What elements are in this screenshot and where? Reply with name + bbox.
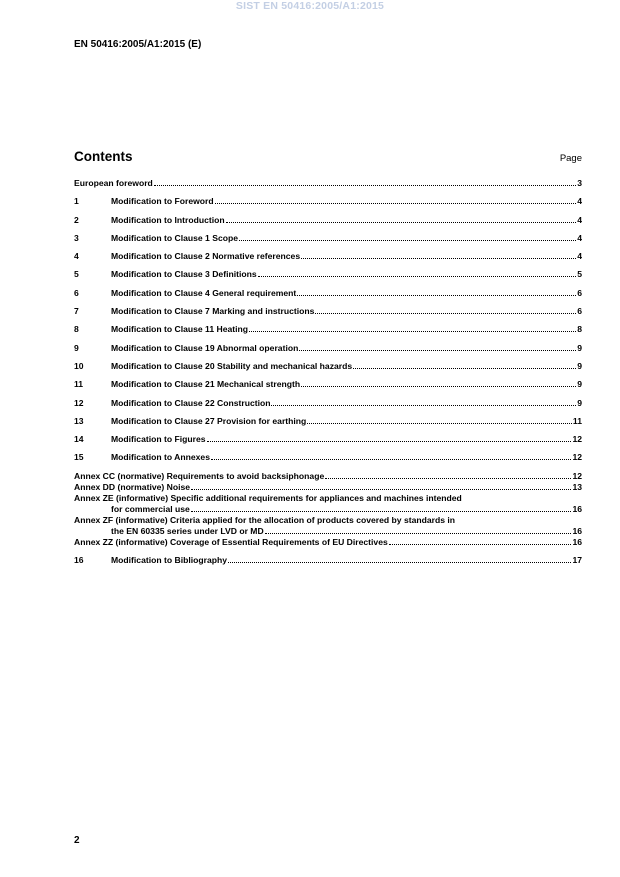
toc-entry-page: 12 xyxy=(572,470,582,481)
toc-entry-number: 9 xyxy=(74,342,79,353)
dot-leader xyxy=(191,489,571,490)
toc-entry-label: Modification to Clause 20 Stability and mechanical hazards xyxy=(111,360,353,371)
toc-entry-number: 6 xyxy=(74,287,79,298)
toc-entry-label: Modification to Clause 22 Construction xyxy=(111,397,271,408)
toc-entry-clause-13[interactable] xyxy=(74,416,582,427)
page-column-label: Page xyxy=(559,153,582,164)
toc-entry-number: 15 xyxy=(74,452,84,463)
dot-leader xyxy=(307,423,572,424)
toc-entry-number: 2 xyxy=(74,214,79,225)
toc-entry-page: 4 xyxy=(577,214,582,225)
toc-entry-page: 16 xyxy=(572,503,582,514)
toc-entry-page: 8 xyxy=(577,324,582,335)
toc-entry-page: 13 xyxy=(572,481,582,492)
dot-leader xyxy=(301,386,576,387)
dot-leader xyxy=(154,185,576,186)
toc-entry-label: Modification to Clause 4 General requirement xyxy=(111,287,297,298)
toc-entry-label: Modification to Clause 19 Abnormal operation xyxy=(111,342,299,353)
toc-entry-clause-4[interactable] xyxy=(74,251,582,262)
toc-entry-european-foreword[interactable] xyxy=(74,178,582,189)
toc-entry-number: 5 xyxy=(74,269,79,280)
toc-entry-number: 10 xyxy=(74,360,84,371)
toc-entry-label: Modification to Foreword xyxy=(111,196,214,207)
dot-leader xyxy=(239,240,576,241)
toc-entry-page: 11 xyxy=(572,415,582,426)
toc-entry-number: 16 xyxy=(74,555,84,566)
toc-entry-label: Annex ZE (informative) Specific additional requirements for appliances and machines intended xyxy=(74,492,462,503)
dot-leader xyxy=(228,562,571,563)
toc-entry-label: Modification to Clause 11 Heating xyxy=(111,324,249,335)
toc-entry-number: 4 xyxy=(74,251,79,262)
watermark: SIST EN 50416:2005/A1:2015 xyxy=(235,0,385,12)
toc-entry-page: 3 xyxy=(577,178,582,188)
toc-entry-number: 13 xyxy=(74,415,84,426)
toc-entry-number: 3 xyxy=(74,232,79,243)
toc-entry-clause-14[interactable] xyxy=(74,434,582,445)
toc-entry-number: 11 xyxy=(74,379,84,390)
toc-entry-page: 9 xyxy=(577,342,582,353)
dot-leader xyxy=(299,350,576,351)
toc-entry-label: Modification to Clause 21 Mechanical strength xyxy=(111,379,301,390)
toc-entry-clause-7[interactable] xyxy=(74,306,582,317)
dot-leader xyxy=(258,276,577,277)
dot-leader xyxy=(207,441,572,442)
toc-entry-number: 8 xyxy=(74,324,79,335)
toc-entry-page: 9 xyxy=(577,379,582,390)
toc-entry-label: Modification to Introduction xyxy=(111,214,225,225)
toc-entry-label: Annex ZF (informative) Criteria applied for the allocation of products covered by standards in xyxy=(74,514,456,525)
toc-entry-number: 7 xyxy=(74,306,79,317)
dot-leader xyxy=(325,478,571,479)
toc-entry-clause-16[interactable] xyxy=(74,555,582,566)
toc-entry-number: 12 xyxy=(74,397,84,408)
toc-entry-page: 9 xyxy=(577,397,582,408)
toc-entry-page: 4 xyxy=(577,251,582,262)
toc-entry-clause-3[interactable] xyxy=(74,233,582,244)
dot-leader xyxy=(315,313,576,314)
dot-leader xyxy=(249,331,576,332)
toc-entry-label: Annex ZZ (informative) Coverage of Essential Requirements of EU Directives xyxy=(74,536,388,547)
toc-entry-page: 4 xyxy=(577,196,582,207)
dot-leader xyxy=(353,368,576,369)
toc-entry-annex-zf[interactable] xyxy=(74,515,582,537)
toc-entry-annex-dd[interactable] xyxy=(74,482,582,493)
toc-entry-page: 4 xyxy=(577,232,582,243)
toc-entry-annex-ze[interactable] xyxy=(74,493,582,515)
contents-title: Contents xyxy=(74,149,133,164)
toc-entry-label: Annex DD (normative) Noise xyxy=(74,481,191,492)
dot-leader xyxy=(191,511,572,512)
toc-entry-clause-15[interactable] xyxy=(74,452,582,463)
toc-entry-clause-8[interactable] xyxy=(74,324,582,335)
document-id: EN 50416:2005/A1:2015 (E) xyxy=(74,39,202,50)
toc-entry-page: 6 xyxy=(577,287,582,298)
toc-entry-label: Annex CC (normative) Requirements to avoid backsiphonage xyxy=(74,470,325,481)
toc-entry-label: Modification to Bibliography xyxy=(111,555,228,566)
toc-entry-label: Modification to Clause 2 Normative references xyxy=(111,251,301,262)
toc-entry-page: 16 xyxy=(572,525,582,536)
toc-entry-page: 5 xyxy=(577,269,582,280)
toc-entry-label-continued: for commercial use xyxy=(111,503,190,514)
toc-entry-label: Modification to Annexes xyxy=(111,452,210,463)
toc-entry-number: 1 xyxy=(74,196,79,207)
toc-entry-clause-10[interactable] xyxy=(74,361,582,372)
toc-entry-clause-1[interactable] xyxy=(74,196,582,207)
toc-entry-clause-2[interactable] xyxy=(74,215,582,226)
dot-leader xyxy=(389,544,572,545)
toc-entry-label: European foreword xyxy=(74,178,153,188)
dot-leader xyxy=(215,203,577,204)
toc-entry-annex-zz[interactable] xyxy=(74,537,582,548)
toc-entry-label: Modification to Clause 27 Provision for earthing xyxy=(111,415,307,426)
toc-entry-page: 17 xyxy=(572,555,582,566)
toc-entry-clause-12[interactable] xyxy=(74,398,582,409)
toc-entry-clause-6[interactable] xyxy=(74,288,582,299)
dot-leader xyxy=(265,533,572,534)
dot-leader xyxy=(271,405,576,406)
table-of-contents xyxy=(74,178,582,566)
toc-entry-number: 14 xyxy=(74,434,84,445)
dot-leader xyxy=(297,295,576,296)
toc-entry-page: 12 xyxy=(572,452,582,463)
toc-entry-clause-11[interactable] xyxy=(74,379,582,390)
toc-entry-page: 9 xyxy=(577,360,582,371)
footer-page-number: 2 xyxy=(74,835,80,846)
dot-leader xyxy=(301,258,576,259)
toc-entry-label: Modification to Figures xyxy=(111,434,206,445)
dot-leader xyxy=(211,459,571,460)
toc-entry-label: Modification to Clause 1 Scope xyxy=(111,232,239,243)
toc-entry-page: 12 xyxy=(572,434,582,445)
dot-leader xyxy=(226,222,577,223)
toc-entry-page: 16 xyxy=(572,536,582,547)
toc-entry-label: Modification to Clause 3 Definitions xyxy=(111,269,257,280)
toc-entry-label-continued: the EN 60335 series under LVD or MD xyxy=(111,525,264,536)
toc-entry-page: 6 xyxy=(577,306,582,317)
toc-entry-clause-9[interactable] xyxy=(74,343,582,354)
toc-entry-label: Modification to Clause 7 Marking and instructions xyxy=(111,306,315,317)
toc-entry-annex-cc[interactable] xyxy=(74,471,582,482)
toc-entry-clause-5[interactable] xyxy=(74,269,582,280)
